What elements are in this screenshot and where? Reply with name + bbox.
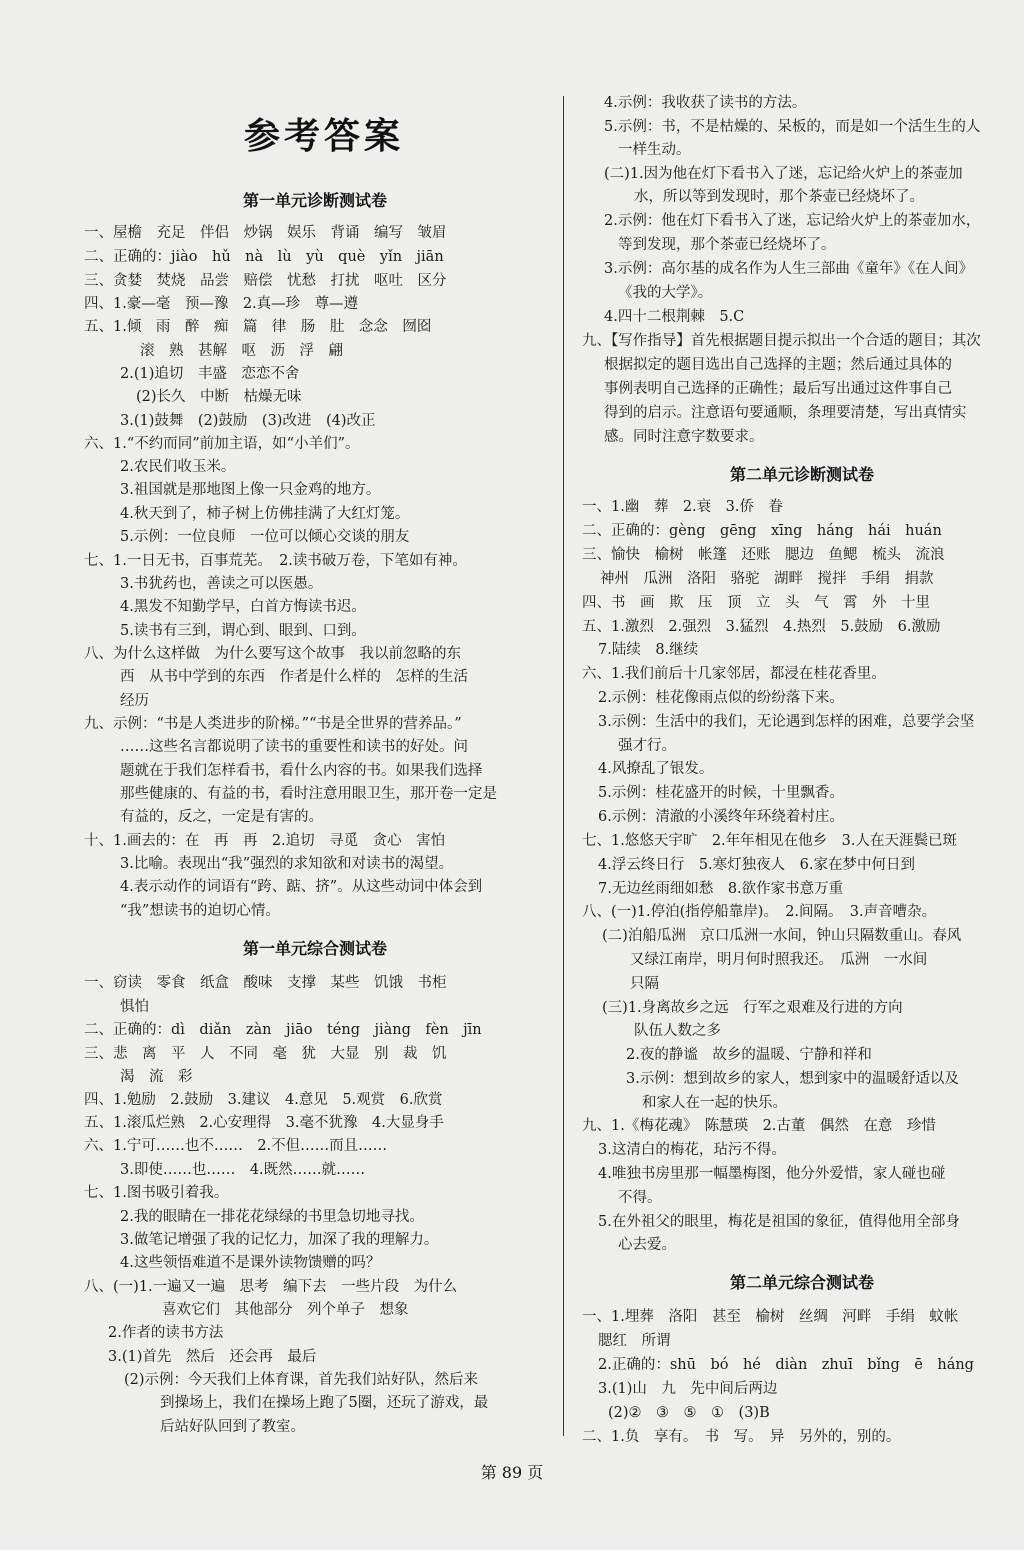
- answer-line: 2.示例：他在灯下看书入了迷，忘记给火炉上的茶壶加水，: [604, 213, 981, 229]
- answer-line: 只隔: [630, 976, 659, 992]
- answer-line: 有益的，反之，一定是有害的。: [120, 809, 323, 825]
- answer-line: 3.(1)山 九 先中间后两边: [598, 1381, 778, 1397]
- answer-line: 西 从书中学到的东西 作者是什么样的 怎样的生活: [120, 669, 468, 685]
- answer-line: 2.正确的：shū bó hé diàn zhuī bǐng ē háng: [598, 1357, 974, 1373]
- answer-line: 二、1.负 享有。 书 写。 异 另外的，别的。: [582, 1429, 901, 1445]
- answer-line: 5.示例：一位良师 一位可以倾心交谈的朋友: [120, 529, 410, 545]
- answer-line: “我”想读书的迫切心情。: [120, 903, 280, 919]
- answer-line: 五、1.激烈 2.强烈 3.猛烈 4.热烈 5.鼓励 6.激励: [582, 619, 941, 635]
- answer-line: 不得。: [618, 1190, 662, 1206]
- answer-line: 队伍人数之多: [634, 1023, 721, 1039]
- answer-line: 《我的大学》。: [618, 285, 713, 301]
- answer-line: 二、正确的：gèng gēng xīng háng hái huán: [582, 523, 942, 539]
- answer-line: 渴 流 彩: [120, 1069, 193, 1085]
- answer-line: 7.无边丝雨细如愁 8.欲作家书意万重: [598, 881, 844, 897]
- answer-line: 一、1.幽 葬 2.衰 3.侨 眷: [582, 499, 784, 515]
- answer-line: 事例表明自己选择的正确性；最后写出通过这件事自己: [604, 381, 952, 397]
- answer-line: 4.四十二根荆棘 5.C: [604, 309, 745, 325]
- answer-line: 九、示例：“书是人类进步的阶梯。”“书是全世界的营养品。”: [84, 716, 462, 732]
- answer-line: 四、1.勉励 2.鼓励 3.建议 4.意见 5.观赏 6.欣赏: [84, 1092, 443, 1108]
- answer-line: 5.示例：桂花盛开的时候，十里飘香。: [598, 785, 844, 801]
- answer-line: (2)示例：今天我们上体育课，首先我们站好队，然后来: [124, 1372, 479, 1388]
- answer-line: (二)1.因为他在灯下看书入了迷，忘记给火炉上的茶壶加: [604, 166, 963, 182]
- answer-line: 一、屋檐 充足 伴侣 炒锅 娱乐 背诵 编写 皱眉: [84, 225, 447, 241]
- answer-line: 三、愉快 榆树 帐篷 还账 腮边 鱼鳃 梳头 流浪: [582, 547, 945, 563]
- section-title-unit2-diagnostic: 第二单元诊断测试卷: [729, 465, 874, 484]
- answer-line: 滚 熟 甚解 呕 沥 浮 翩: [140, 343, 343, 359]
- answer-line: 根据拟定的题目选出自己选择的主题；然后通过具体的: [604, 357, 952, 373]
- answer-line: (二)泊船瓜洲 京口瓜洲一水间，钟山只隔数重山。春风: [602, 928, 962, 944]
- answer-line: (三)1.身离故乡之远 行军之艰难及行进的方向: [602, 1000, 903, 1016]
- answer-line: 5.示例：书，不是枯燥的、呆板的，而是如一个活生生的人: [604, 119, 981, 135]
- answer-line: 那些健康的、有益的书，看时注意用眼卫生，那开卷一定是: [120, 786, 497, 802]
- answer-line: 经历: [120, 693, 149, 709]
- answer-line: 3.祖国就是那地图上像一只金鸡的地方。: [120, 482, 381, 498]
- answer-line: 七、1.图书吸引着我。: [84, 1185, 229, 1201]
- answer-line: 2.作者的读书方法: [108, 1325, 224, 1341]
- answer-line: 5.在外祖父的眼里，梅花是祖国的象征，值得他用全部身: [598, 1214, 960, 1230]
- answer-line: 7.陆续 8.继续: [598, 642, 699, 658]
- answer-line: 一样生动。: [618, 142, 691, 158]
- answer-line: 腮红 所谓: [598, 1333, 671, 1349]
- answer-line: 一、窃读 零食 纸盒 酸味 支撑 某些 饥饿 书柜: [84, 975, 447, 991]
- answer-line: 惧怕: [120, 999, 149, 1015]
- answer-line: 2.示例：桂花像雨点似的纷纷落下来。: [598, 690, 844, 706]
- answer-line: 3.示例：生活中的我们，无论遇到怎样的困难，总要学会坚: [598, 714, 975, 730]
- page-title: 参考答案: [244, 116, 405, 157]
- answer-line: 2.夜的静谧 故乡的温暖、宁静和祥和: [626, 1047, 872, 1063]
- answer-line: 2.我的眼睛在一排花花绿绿的书里急切地寻找。: [120, 1209, 424, 1225]
- answer-line: 得到的启示。注意语句要通顺，条理要清楚，写出真情实: [604, 405, 967, 421]
- answer-line: 3.书犹药也，善读之可以医愚。: [120, 576, 323, 592]
- answer-line: 八、(一)1.停泊(指停船靠岸)。 2.间隔。 3.声音嘈杂。: [582, 904, 937, 920]
- answer-line: 五、1.倾 雨 醉 痴 篇 律 肠 肚 念念 囫囵: [84, 319, 432, 335]
- answer-line: 八、(一)1.一遍又一遍 思考 编下去 一些片段 为什么: [84, 1279, 458, 1295]
- answer-line: 六、1.“不约而同”前加主语，如“小羊们”。: [84, 436, 360, 452]
- answer-line: 四、1.豪—毫 预—豫 2.真—珍 尊—遵: [84, 296, 359, 312]
- answer-line: 4.秋天到了，柿子树上仿佛挂满了大红灯笼。: [120, 506, 410, 522]
- answer-line: 一、1.埋葬 洛阳 甚至 榆树 丝绸 河畔 手绢 蚊帐: [582, 1309, 959, 1325]
- answer-line: 三、贪婪 焚烧 品尝 赔偿 忧愁 打扰 呕吐 区分: [84, 273, 447, 289]
- answer-line: 又绿江南岸，明月何时照我还。 瓜洲 一水间: [630, 952, 928, 968]
- answer-line: 二、正确的：dì diǎn zàn jiāo téng jiàng fèn jīn: [84, 1022, 482, 1038]
- answer-line: 2.农民们收玉米。: [120, 459, 236, 475]
- answer-line: 二、正确的：jiào hǔ nà lù yù què yǐn jiān: [84, 249, 444, 265]
- answer-line: 后站好队回到了教室。: [160, 1419, 305, 1435]
- answer-line: ……这些名言都说明了读书的重要性和读书的好处。问: [120, 739, 468, 755]
- answer-line: 四、书 画 欺 压 顶 立 头 气 霄 外 十里: [582, 595, 930, 611]
- answer-line: 4.这些领悟难道不是课外读物馈赠的吗？: [120, 1255, 381, 1271]
- answer-line: 2.(1)追切 丰盛 恋恋不舍: [120, 366, 300, 382]
- column-divider: [563, 96, 564, 1436]
- section-title-unit2-comprehensive: 第二单元综合测试卷: [729, 1273, 874, 1292]
- page-number: 第 89 页: [480, 1463, 544, 1482]
- answer-line: 喜欢它们 其他部分 列个单子 想象: [162, 1302, 409, 1318]
- answer-line: 三、悲 离 平 人 不同 毫 犹 大显 别 裁 饥: [84, 1046, 447, 1062]
- answer-line: 5.读书有三到，谓心到、眼到、口到。: [120, 623, 366, 639]
- answer-line: 4.示例：我收获了读书的方法。: [604, 95, 807, 111]
- answer-line: 五、1.滚瓜烂熟 2.心安理得 3.毫不犹豫 4.大显身手: [84, 1115, 444, 1131]
- answer-line: 4.唯独书房里那一幅墨梅图，他分外爱惜，家人碰也碰: [598, 1166, 946, 1182]
- answer-line: 九、1.《梅花魂》 陈慧瑛 2.古董 偶然 在意 珍惜: [582, 1118, 936, 1134]
- answer-line: 3.做笔记增强了我的记忆力，加深了我的理解力。: [120, 1232, 439, 1248]
- answer-line: 等到发现，那个茶壶已经烧坏了。: [618, 237, 836, 253]
- section-title-unit1-diagnostic: 第一单元诊断测试卷: [242, 191, 387, 210]
- answer-line: 4.表示动作的词语有“跨、踮、挤”。从这些动词中体会到: [120, 879, 483, 895]
- answer-line: 七、1.一日无书，百事荒芜。 2.读书破万卷，下笔如有神。: [84, 553, 467, 569]
- answer-line: 3.(1)首先 然后 还会再 最后: [108, 1349, 317, 1365]
- answer-line: 题就在于我们怎样看书，看什么内容的书。如果我们选择: [120, 763, 483, 779]
- answer-line: 和家人在一起的快乐。: [642, 1095, 787, 1111]
- answer-line: 3.示例：高尔基的成名作为人生三部曲《童年》《在人间》: [604, 261, 974, 277]
- answer-line: 七、1.悠悠天宇旷 2.年年相见在他乡 3.人在天涯鬓已斑: [582, 833, 958, 849]
- answer-line: 6.示例：清澈的小溪终年环绕着村庄。: [598, 809, 844, 825]
- answer-line: 九、【写作指导】首先根据题目提示拟出一个合适的题目；其次: [582, 333, 981, 349]
- answer-line: 4.风撩乱了银发。: [598, 761, 714, 777]
- answer-line: (2)长久 中断 枯燥无味: [136, 389, 302, 405]
- answer-line: 4.浮云终日行 5.寒灯独夜人 6.家在梦中何日到: [598, 857, 916, 873]
- answer-line: 到操场上，我们在操场上跑了5圈，还玩了游戏，最: [160, 1395, 489, 1411]
- answer-line: 八、为什么这样做 为什么要写这个故事 我以前忽略的东: [84, 646, 461, 662]
- answer-line: 心去爱。: [618, 1237, 676, 1253]
- answer-line: 3.(1)鼓舞 (2)鼓励 (3)改进 (4)改正: [120, 413, 376, 429]
- answer-line: 水，所以等到发现时，那个茶壶已经烧坏了。: [634, 189, 924, 205]
- answer-line: 感。同时注意字数要求。: [604, 429, 764, 445]
- answer-line: 十、1.画去的：在 再 再 2.追切 寻觅 贪心 害怕: [84, 833, 446, 849]
- answer-line: 3.这清白的梅花，玷污不得。: [598, 1142, 786, 1158]
- answer-line: 3.比喻。表现出“我”强烈的求知欲和对读书的渴望。: [120, 856, 454, 872]
- answer-line: 强才行。: [618, 738, 676, 754]
- answer-line: 3.示例：想到故乡的家人，想到家中的温暖舒适以及: [626, 1071, 959, 1087]
- section-title-unit1-comprehensive: 第一单元综合测试卷: [242, 939, 387, 958]
- answer-line: 神州 瓜洲 洛阳 骆驼 湖畔 搅拌 手绢 捐款: [600, 571, 934, 587]
- answer-line: 六、1.我们前后十几家邻居，都浸在桂花香里。: [582, 666, 886, 682]
- answer-line: 4.黑发不知勤学早，白首方悔读书迟。: [120, 599, 366, 615]
- answer-line: (2)② ③ ⑤ ① (3)B: [608, 1405, 770, 1421]
- answer-line: 3.即使……也…… 4.既然……就……: [120, 1162, 366, 1178]
- answer-line: 六、1.宁可……也不…… 2.不但……而且……: [84, 1138, 388, 1154]
